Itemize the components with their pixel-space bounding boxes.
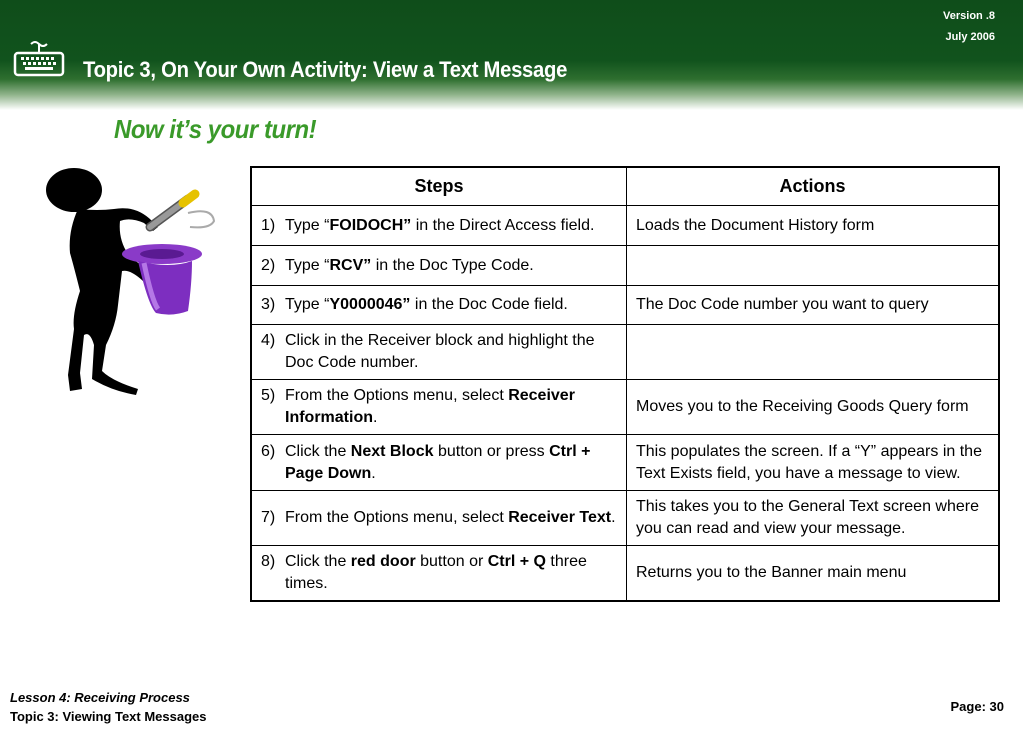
step-text-segment: From the Options menu, select <box>285 509 509 526</box>
keyboard-icon <box>13 40 65 80</box>
table-row <box>251 246 999 286</box>
step-text-segment: three times. <box>285 552 587 592</box>
action-cell <box>627 246 1000 286</box>
step-text <box>285 441 617 485</box>
action-cell <box>627 325 1000 380</box>
step-text <box>285 255 617 277</box>
steps-table <box>250 166 1000 602</box>
action-cell: Moves you to the Receiving Goods Query form <box>627 380 1000 435</box>
step-text <box>285 507 617 529</box>
step-text-segment: From the Options menu, select <box>285 387 509 404</box>
step-cell <box>251 435 627 491</box>
step-number: 8) <box>261 552 276 570</box>
step-text-bold: RCV” <box>329 256 372 274</box>
step-text <box>285 551 617 595</box>
step-text-segment: Click the <box>285 442 351 460</box>
step-cell <box>251 546 627 601</box>
step-text-segment: . <box>611 509 616 526</box>
page-subtitle: Now it’s your turn! <box>114 114 317 144</box>
step-text-segment: in the Doc Code field. <box>410 296 568 313</box>
step-text-segment: in the Doc Type Code. <box>371 256 534 274</box>
table-row <box>251 491 999 546</box>
step-text <box>285 330 617 374</box>
version-info <box>943 6 995 48</box>
step-text-segment: . <box>371 464 376 482</box>
footer-topic: Topic 3: Viewing Text Messages <box>10 709 207 724</box>
magician-stick-figure-icon <box>40 165 220 400</box>
step-number: 1) <box>261 216 276 234</box>
step-text-segment: button or press <box>433 442 550 460</box>
step-cell <box>251 286 627 325</box>
step-text <box>285 294 617 316</box>
table-row <box>251 325 999 380</box>
step-cell <box>251 206 627 246</box>
step-text-segment: Click the <box>285 552 351 570</box>
action-cell: This takes you to the General Text screen where you can read and view your message. <box>627 491 1000 546</box>
step-cell <box>251 491 627 546</box>
action-cell: This populates the screen. If a “Y” appears in the Text Exists field, you have a message to view. <box>627 435 1000 491</box>
table-row <box>251 286 999 325</box>
step-text-bold: FOIDOCH” <box>329 216 412 234</box>
action-cell: Loads the Document History form <box>627 206 1000 246</box>
table-row <box>251 546 999 601</box>
page-number: Page: 30 <box>950 699 1004 714</box>
step-cell <box>251 325 627 380</box>
step-text-segment: Type “ <box>285 256 330 274</box>
version-label: Version .8 <box>943 10 995 22</box>
table-row <box>251 435 999 491</box>
step-number: 5) <box>261 387 276 404</box>
step-text-segment: . <box>373 409 378 426</box>
step-text-segment: Click in the Receiver block and highlight the Doc Code number. <box>285 332 595 371</box>
step-number: 2) <box>261 256 276 274</box>
step-text-segment: button or <box>415 552 488 570</box>
step-text-bold: Y0000046” <box>329 296 411 313</box>
step-text-bold: red door <box>350 552 416 570</box>
step-text-segment: Type “ <box>285 296 330 313</box>
steps-header: Steps <box>251 167 627 206</box>
step-text-bold: Next Block <box>350 442 434 460</box>
step-number: 4) <box>261 332 276 349</box>
step-cell <box>251 246 627 286</box>
step-text-segment: in the Direct Access field. <box>411 216 595 234</box>
table-row <box>251 380 999 435</box>
footer-lesson: Lesson 4: Receiving Process <box>10 690 190 705</box>
step-text-bold: Ctrl + Page Down <box>285 442 591 482</box>
footer-left <box>10 688 207 726</box>
step-text-bold: Receiver Information <box>285 387 575 426</box>
step-text-bold: Ctrl + Q <box>487 552 546 570</box>
action-cell: The Doc Code number you want to query <box>627 286 1000 325</box>
step-number: 7) <box>261 509 276 526</box>
step-number: 3) <box>261 296 276 313</box>
step-text-segment: Type “ <box>285 216 330 234</box>
actions-header: Actions <box>627 167 1000 206</box>
header-banner <box>0 0 1023 110</box>
table-row <box>251 206 999 246</box>
page-title: Topic 3, On Your Own Activity: View a Text Message <box>83 57 568 82</box>
step-text <box>285 215 617 237</box>
step-cell <box>251 380 627 435</box>
step-text-bold: Receiver Text <box>508 509 612 526</box>
step-text <box>285 385 617 429</box>
action-cell: Returns you to the Banner main menu <box>627 546 1000 601</box>
date-label: July 2006 <box>945 31 995 43</box>
step-number: 6) <box>261 442 276 460</box>
